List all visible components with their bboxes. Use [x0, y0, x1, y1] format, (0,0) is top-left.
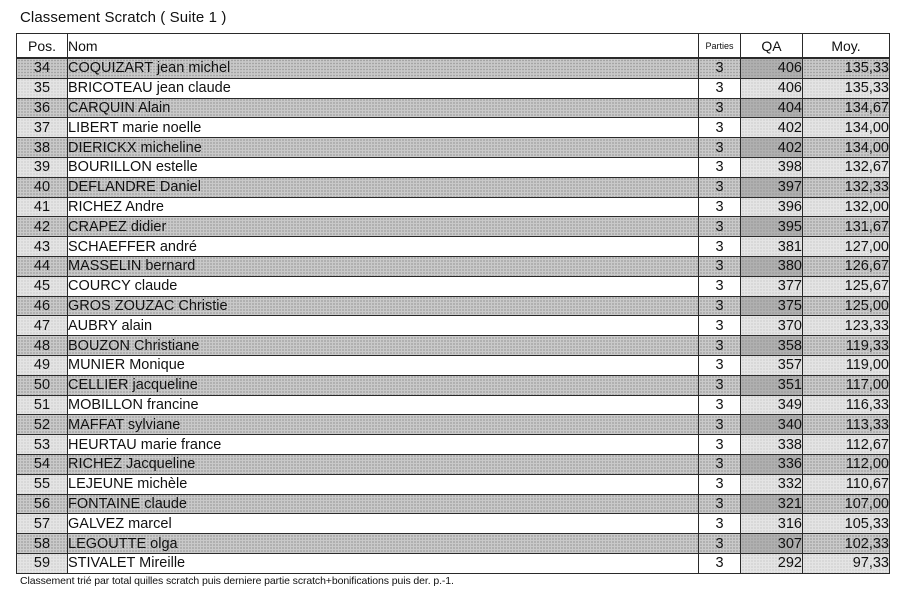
- table-row: [17, 454, 890, 474]
- cell-nom: AUBRY alain: [68, 316, 699, 336]
- cell-pos: 56: [17, 494, 68, 514]
- footer-note: Classement trié par total quilles scratch puis derniere partie scratch+bonifications puis der. p.-1.: [20, 575, 454, 587]
- cell-parties: 3: [699, 355, 741, 375]
- cell-pos: 46: [17, 296, 68, 316]
- cell-qa: 340: [741, 415, 803, 435]
- cell-parties: 3: [699, 217, 741, 237]
- table-row: [17, 336, 890, 356]
- cell-qa: 321: [741, 494, 803, 514]
- table-row: [17, 415, 890, 435]
- table-row: [17, 276, 890, 296]
- cell-pos: 44: [17, 256, 68, 276]
- cell-nom: BOUZON Christiane: [68, 336, 699, 356]
- cell-pos: 38: [17, 138, 68, 158]
- column-header-parties: Parties: [699, 34, 741, 59]
- cell-moy: 110,67: [803, 474, 890, 494]
- cell-parties: 3: [699, 296, 741, 316]
- cell-pos: 35: [17, 78, 68, 98]
- cell-qa: 402: [741, 138, 803, 158]
- table-row: [17, 435, 890, 455]
- cell-qa: 351: [741, 375, 803, 395]
- table-row: [17, 316, 890, 336]
- cell-qa: 406: [741, 78, 803, 98]
- table-row: [17, 118, 890, 138]
- cell-parties: 3: [699, 237, 741, 257]
- cell-moy: 116,33: [803, 395, 890, 415]
- table-row: [17, 237, 890, 257]
- cell-moy: 126,67: [803, 256, 890, 276]
- cell-moy: 132,67: [803, 157, 890, 177]
- cell-parties: 3: [699, 553, 741, 573]
- cell-nom: BOURILLON estelle: [68, 157, 699, 177]
- cell-moy: 127,00: [803, 237, 890, 257]
- cell-moy: 102,33: [803, 534, 890, 554]
- cell-qa: 357: [741, 355, 803, 375]
- cell-pos: 48: [17, 336, 68, 356]
- cell-pos: 39: [17, 157, 68, 177]
- table-row: [17, 395, 890, 415]
- table-row: [17, 98, 890, 118]
- table-row: [17, 177, 890, 197]
- column-header-nom: Nom: [68, 34, 699, 59]
- cell-nom: COURCY claude: [68, 276, 699, 296]
- table-row: [17, 494, 890, 514]
- cell-pos: 47: [17, 316, 68, 336]
- cell-moy: 135,33: [803, 58, 890, 78]
- cell-nom: CELLIER jacqueline: [68, 375, 699, 395]
- cell-parties: 3: [699, 98, 741, 118]
- cell-moy: 131,67: [803, 217, 890, 237]
- cell-qa: 370: [741, 316, 803, 336]
- cell-parties: 3: [699, 454, 741, 474]
- cell-nom: GALVEZ marcel: [68, 514, 699, 534]
- cell-parties: 3: [699, 375, 741, 395]
- table-row: [17, 514, 890, 534]
- cell-pos: 54: [17, 454, 68, 474]
- cell-nom: LEJEUNE michèle: [68, 474, 699, 494]
- cell-parties: 3: [699, 138, 741, 158]
- cell-parties: 3: [699, 474, 741, 494]
- cell-nom: DIERICKX micheline: [68, 138, 699, 158]
- cell-parties: 3: [699, 78, 741, 98]
- table-row: [17, 78, 890, 98]
- cell-pos: 40: [17, 177, 68, 197]
- cell-qa: 395: [741, 217, 803, 237]
- cell-qa: 380: [741, 256, 803, 276]
- column-header-qa: QA: [741, 34, 803, 59]
- cell-pos: 42: [17, 217, 68, 237]
- cell-parties: 3: [699, 197, 741, 217]
- cell-qa: 336: [741, 454, 803, 474]
- table-row: [17, 375, 890, 395]
- cell-nom: FONTAINE claude: [68, 494, 699, 514]
- cell-parties: 3: [699, 316, 741, 336]
- cell-parties: 3: [699, 534, 741, 554]
- cell-nom: CARQUIN Alain: [68, 98, 699, 118]
- cell-nom: RICHEZ Jacqueline: [68, 454, 699, 474]
- cell-qa: 406: [741, 58, 803, 78]
- table-row: [17, 553, 890, 573]
- cell-nom: STIVALET Mireille: [68, 553, 699, 573]
- cell-moy: 119,33: [803, 336, 890, 356]
- cell-nom: DEFLANDRE Daniel: [68, 177, 699, 197]
- cell-parties: 3: [699, 157, 741, 177]
- cell-moy: 105,33: [803, 514, 890, 534]
- cell-nom: BRICOTEAU jean claude: [68, 78, 699, 98]
- cell-moy: 132,33: [803, 177, 890, 197]
- cell-nom: MAFFAT sylviane: [68, 415, 699, 435]
- cell-nom: COQUIZART jean michel: [68, 58, 699, 78]
- cell-qa: 375: [741, 296, 803, 316]
- table-body: [17, 58, 890, 573]
- table-row: [17, 296, 890, 316]
- cell-moy: 134,00: [803, 118, 890, 138]
- cell-parties: 3: [699, 514, 741, 534]
- cell-qa: 381: [741, 237, 803, 257]
- cell-qa: 402: [741, 118, 803, 138]
- cell-pos: 55: [17, 474, 68, 494]
- cell-pos: 36: [17, 98, 68, 118]
- cell-moy: 97,33: [803, 553, 890, 573]
- cell-nom: MOBILLON francine: [68, 395, 699, 415]
- cell-nom: RICHEZ Andre: [68, 197, 699, 217]
- table-header-row: [17, 34, 890, 59]
- cell-nom: GROS ZOUZAC Christie: [68, 296, 699, 316]
- cell-nom: MASSELIN bernard: [68, 256, 699, 276]
- cell-moy: 112,67: [803, 435, 890, 455]
- cell-nom: CRAPEZ didier: [68, 217, 699, 237]
- cell-qa: 338: [741, 435, 803, 455]
- cell-moy: 132,00: [803, 197, 890, 217]
- cell-moy: 112,00: [803, 454, 890, 474]
- cell-pos: 53: [17, 435, 68, 455]
- cell-pos: 49: [17, 355, 68, 375]
- column-header-pos: Pos.: [17, 34, 68, 59]
- cell-pos: 43: [17, 237, 68, 257]
- cell-moy: 125,67: [803, 276, 890, 296]
- cell-pos: 41: [17, 197, 68, 217]
- cell-parties: 3: [699, 177, 741, 197]
- cell-moy: 107,00: [803, 494, 890, 514]
- cell-parties: 3: [699, 494, 741, 514]
- cell-qa: 332: [741, 474, 803, 494]
- cell-nom: MUNIER Monique: [68, 355, 699, 375]
- cell-pos: 34: [17, 58, 68, 78]
- cell-qa: 377: [741, 276, 803, 296]
- cell-moy: 125,00: [803, 296, 890, 316]
- cell-moy: 134,67: [803, 98, 890, 118]
- cell-parties: 3: [699, 395, 741, 415]
- table-row: [17, 138, 890, 158]
- cell-qa: 397: [741, 177, 803, 197]
- cell-moy: 113,33: [803, 415, 890, 435]
- cell-parties: 3: [699, 435, 741, 455]
- table-row: [17, 217, 890, 237]
- cell-qa: 404: [741, 98, 803, 118]
- cell-qa: 398: [741, 157, 803, 177]
- cell-nom: SCHAEFFER andré: [68, 237, 699, 257]
- cell-pos: 52: [17, 415, 68, 435]
- cell-parties: 3: [699, 336, 741, 356]
- table-row: [17, 157, 890, 177]
- table-row: [17, 256, 890, 276]
- cell-qa: 349: [741, 395, 803, 415]
- cell-moy: 134,00: [803, 138, 890, 158]
- table-row: [17, 474, 890, 494]
- cell-moy: 123,33: [803, 316, 890, 336]
- cell-parties: 3: [699, 256, 741, 276]
- cell-pos: 59: [17, 553, 68, 573]
- cell-pos: 58: [17, 534, 68, 554]
- cell-qa: 396: [741, 197, 803, 217]
- cell-nom: LEGOUTTE olga: [68, 534, 699, 554]
- cell-nom: LIBERT marie noelle: [68, 118, 699, 138]
- cell-moy: 117,00: [803, 375, 890, 395]
- cell-parties: 3: [699, 415, 741, 435]
- cell-qa: 307: [741, 534, 803, 554]
- cell-qa: 316: [741, 514, 803, 534]
- table-row: [17, 534, 890, 554]
- cell-parties: 3: [699, 118, 741, 138]
- cell-pos: 50: [17, 375, 68, 395]
- cell-parties: 3: [699, 58, 741, 78]
- cell-nom: HEURTAU marie france: [68, 435, 699, 455]
- cell-pos: 57: [17, 514, 68, 534]
- ranking-table: [16, 33, 890, 574]
- cell-pos: 51: [17, 395, 68, 415]
- cell-qa: 292: [741, 553, 803, 573]
- cell-parties: 3: [699, 276, 741, 296]
- cell-pos: 37: [17, 118, 68, 138]
- table-row: [17, 197, 890, 217]
- column-header-moy: Moy.: [803, 34, 890, 59]
- page-title: Classement Scratch ( Suite 1 ): [20, 9, 227, 26]
- cell-pos: 45: [17, 276, 68, 296]
- cell-qa: 358: [741, 336, 803, 356]
- table-row: [17, 355, 890, 375]
- cell-moy: 135,33: [803, 78, 890, 98]
- cell-moy: 119,00: [803, 355, 890, 375]
- table-row: [17, 58, 890, 78]
